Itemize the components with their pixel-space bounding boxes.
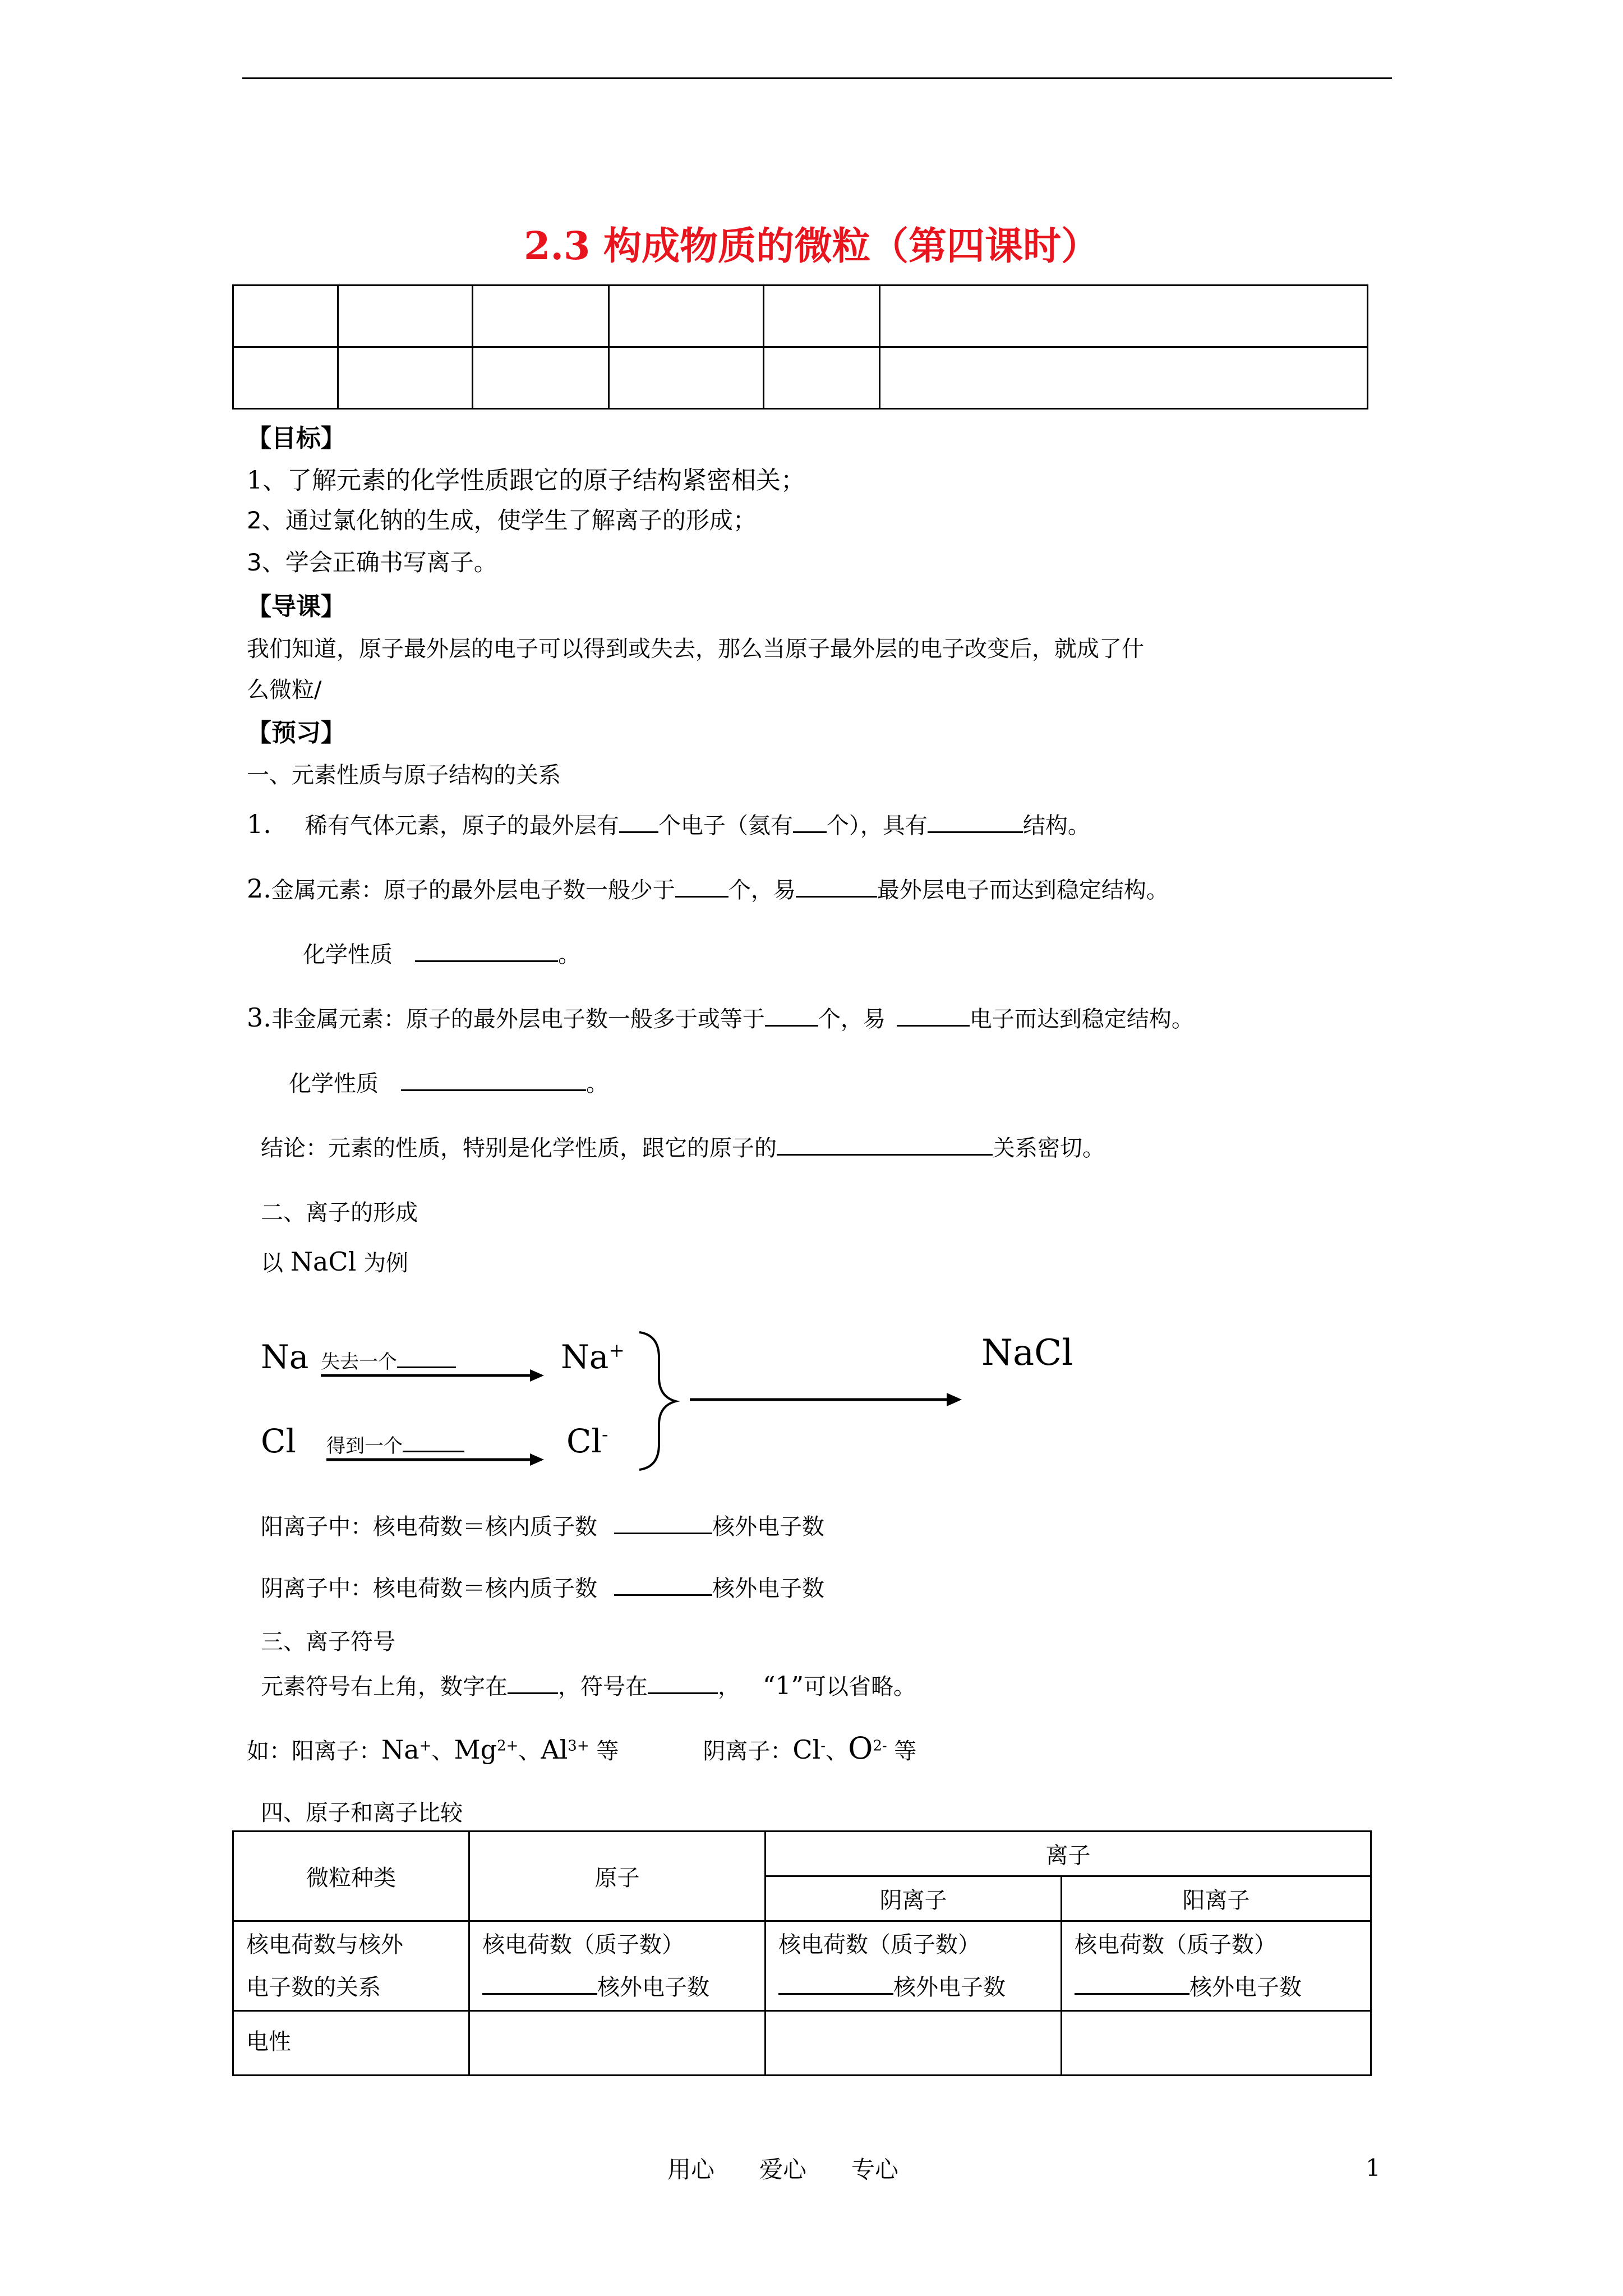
blank[interactable] [648,1673,718,1694]
section-2-title: 二、离子的形成 [261,1200,418,1226]
q1-num: 1. [247,809,271,839]
header-cation: 阳离子 [1062,1876,1371,1921]
blank[interactable] [614,1575,712,1596]
preview-heading: 【预习】 [247,719,345,747]
q2-b: 个，易 [728,877,796,903]
header-type: 微粒种类 [233,1832,469,1921]
cell-anion-relation[interactable]: 核电荷数（质子数） 核外电子数 [766,1921,1062,2011]
q2b-a: 化学性质 [303,942,393,968]
example-c: 为例 [363,1250,409,1276]
page-title: 2.3 构成物质的微粒（第四课时） [524,224,1099,269]
cell-anion-charge[interactable] [766,2011,1062,2076]
goal-item-2: 2、通过氯化钠的生成，使学生了解离子的形成； [247,507,757,534]
q1-c: 个），具有 [826,813,928,839]
ion-examples: 如：阳离子：Na+、$Mg^{2+}$、$Al^{3+}$ 等 阴离子：Cl-、$O^{2-}$ 等 [247,1731,917,1766]
q3-c: 电子而达到稳定结构。 [969,1006,1194,1032]
cell-cation-relation[interactable]: 核电荷数（质子数） 核外电子数 [1062,1921,1371,2011]
cl-label: 得到一个 [326,1430,464,1458]
header-ion: 离子 [766,1832,1371,1876]
q2b-b: 。 [558,942,580,968]
header-atom: 原子 [469,1832,766,1921]
blank[interactable] [614,1513,712,1534]
q2-num: 2. [247,873,271,904]
q3-a: 非金属元素：原子的最外层电子数一般多于或等于 [271,1006,765,1032]
example-a: 以 [261,1250,283,1276]
intro-line-2: 么微粒/ [247,677,322,703]
q3-b: 个，易 [818,1006,886,1032]
cl-arrow [326,1453,544,1466]
row-relation-label: 核电荷数与核外 电子数的关系 [233,1921,469,2011]
nacl-product: NaCl [981,1332,1073,1374]
q3b-a: 化学性质 [289,1071,379,1097]
na-arrow [321,1369,544,1382]
q3-num: 3. [247,1002,271,1033]
right-brace [639,1332,676,1470]
cell-atom-relation[interactable]: 核电荷数（质子数） 核外电子数 [469,1921,766,2011]
na-atom: Na [261,1338,309,1376]
goal-item-1: 1、了解元素的化学性质跟它的原子结构紧密相关； [247,466,805,495]
cell-cation-charge[interactable] [1062,2011,1371,2076]
cation-rule: 阳离子中：核电荷数＝核内质子数 核外电子数 [261,1514,824,1540]
anion-rule: 阴离子中：核电荷数＝核内质子数 核外电子数 [261,1576,824,1602]
blank[interactable] [508,1673,558,1694]
q1-a: 稀有气体元素，原子的最外层有 [305,813,619,839]
cl-ion: Cl- [566,1422,608,1460]
na-label: 失去一个 [321,1346,456,1374]
q1-b: 个电子（氦有 [658,813,793,839]
ion-symbol-rule: 元素符号右上角，数字在 ，符号在 ， “1”可以省略。 [261,1672,916,1700]
product-arrow [690,1393,962,1406]
conclusion-a: 结论：元素的性质，特别是化学性质，跟它的原子的 [261,1135,777,1161]
section-4-title: 四、原子和离子比较 [261,1800,463,1826]
intro-line-1: 我们知道，原子最外层的电子可以得到或失去，那么当原子最外层的电子改变后，就成了什 [247,636,1144,662]
section-1-title: 一、元素性质与原子结构的关系 [247,762,561,788]
header-anion: 阴离子 [766,1876,1062,1921]
compare-table [232,1830,1372,2076]
conclusion-b: 关系密切。 [993,1135,1105,1161]
q2-c: 最外层电子而达到稳定结构。 [877,877,1169,903]
q1-d: 结构。 [1022,813,1090,839]
intro-heading: 【导课】 [247,592,345,621]
q3b-b: 。 [586,1071,608,1097]
goal-item-3: 3、学会正确书写离子。 [247,549,497,576]
footer-text: 用心 爱心 专心 [667,2156,899,2183]
blank [482,1974,597,1995]
q2-a: 金属元素：原子的最外层电子数一般少于 [271,877,675,903]
blank [778,1974,893,1995]
cl-atom: Cl [261,1422,296,1460]
cell-atom-charge[interactable] [469,2011,766,2076]
na-ion: Na+ [561,1338,625,1376]
goal-heading: 【目标】 [247,424,345,453]
blank [1075,1974,1189,1995]
example-b: NaCl [290,1246,357,1277]
row-charge-label: 电性 [233,2011,469,2076]
section-3-title: 三、离子符号 [261,1629,395,1655]
page-number: 1 [1366,2154,1381,2182]
